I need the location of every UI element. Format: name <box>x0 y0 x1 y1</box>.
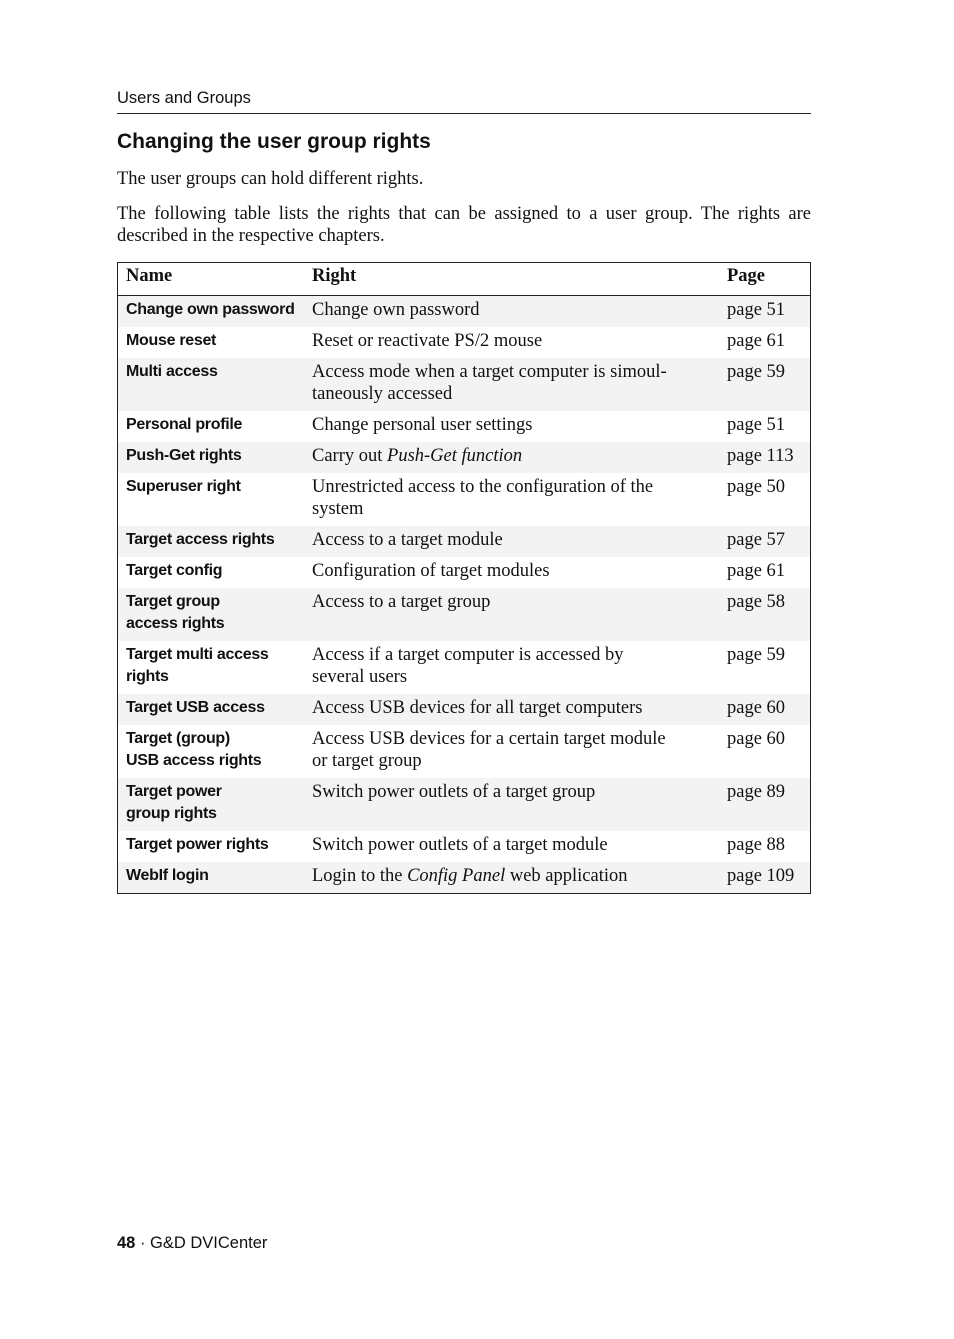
intro-paragraph: The user groups can hold different rights. <box>117 169 424 189</box>
right-description: Access USB devices for a certain target module <box>312 729 666 749</box>
page-reference: page 58 <box>719 588 811 641</box>
right-name-cell <box>118 588 305 641</box>
right-name-cell <box>118 411 305 442</box>
table-row <box>118 358 811 411</box>
right-description: Change personal user settings <box>312 415 533 435</box>
footer-separator: · <box>135 1234 151 1252</box>
right-description: Unrestricted access to the configuration of the <box>312 477 654 497</box>
right-name: Change own password <box>126 301 295 318</box>
section-title: Changing the user group rights <box>117 130 431 153</box>
right-description: Configuration of target modules <box>312 561 550 581</box>
right-name: Personal profile <box>126 416 243 433</box>
rights-table-body <box>118 296 811 894</box>
column-header-right: Right <box>304 263 719 296</box>
right-description: or target group <box>312 751 422 771</box>
right-description-cell <box>304 725 719 778</box>
right-name-cell <box>118 641 305 694</box>
page-reference: page 60 <box>719 694 811 725</box>
right-name: Mouse reset <box>126 332 217 349</box>
page-reference: page 59 <box>719 358 811 411</box>
table-row <box>118 641 811 694</box>
page-reference: page 60 <box>727 729 786 749</box>
page-reference: page 51 <box>719 296 811 328</box>
right-name-cell <box>118 862 305 894</box>
right-name-cell <box>118 725 305 778</box>
right-description: Access to a target group <box>312 592 491 612</box>
right-name: Push-Get rights <box>126 447 242 464</box>
right-description-cell <box>304 442 719 473</box>
right-description-cell <box>304 296 719 328</box>
right-description-cell <box>304 327 719 358</box>
right-name-cell <box>118 327 305 358</box>
table-row <box>118 442 811 473</box>
right-name: Target power rights <box>126 836 269 853</box>
right-description-emphasis: Config Panel <box>407 866 506 886</box>
page-reference: page 51 <box>727 415 786 435</box>
table-row <box>118 588 811 641</box>
page-reference: page 57 <box>719 526 811 557</box>
table-row <box>118 831 811 862</box>
right-description: Switch power outlets of a target group <box>312 782 596 802</box>
right-description-cell <box>304 526 719 557</box>
right-name: USB access rights <box>126 752 262 769</box>
right-description-cell <box>304 694 719 725</box>
right-description-cell <box>304 641 719 694</box>
page-reference: page 89 <box>719 778 811 831</box>
page-reference: page 109 <box>719 862 811 894</box>
right-name-cell <box>118 778 305 831</box>
right-description: Login to the <box>312 866 408 886</box>
table-row <box>118 327 811 358</box>
right-name: Target multi access <box>126 646 269 663</box>
table-row <box>118 778 811 831</box>
table-header-row <box>118 263 811 296</box>
right-name: rights <box>126 668 169 685</box>
right-name-cell <box>118 526 305 557</box>
right-name: Target group <box>126 593 220 610</box>
right-name-cell <box>118 694 305 725</box>
table-row <box>118 296 811 328</box>
table-row <box>118 557 811 588</box>
page-reference: page 88 <box>727 835 786 855</box>
right-name-cell <box>118 442 305 473</box>
right-description: Access mode when a target computer is simoul- <box>312 362 667 382</box>
table-row <box>118 526 811 557</box>
running-header: Users and Groups <box>117 88 811 114</box>
table-row <box>118 473 811 526</box>
right-name: Target (group) <box>126 730 230 747</box>
page-number: 48 <box>117 1234 136 1252</box>
right-description: system <box>312 499 364 519</box>
right-name: Target USB access <box>126 699 265 716</box>
right-description: Switch power outlets of a target module <box>312 835 608 855</box>
column-header-name: Name <box>118 263 305 296</box>
right-description: Change own password <box>312 300 480 320</box>
right-name-cell <box>118 358 305 411</box>
right-description-cell <box>304 588 719 641</box>
rights-table <box>117 262 811 894</box>
column-header-page: Page <box>719 263 811 296</box>
right-name-cell <box>118 557 305 588</box>
table-row <box>118 411 811 442</box>
table-description-paragraph: The following table lists the rights that can be assigned to a user group. The rights are described in the respective chapters. <box>117 204 811 246</box>
table-row <box>118 694 811 725</box>
right-description-emphasis: Push-Get function <box>387 446 523 466</box>
right-name: WebIf login <box>126 867 209 884</box>
right-name: Superuser right <box>126 478 241 495</box>
page-reference: page 61 <box>727 561 786 581</box>
right-description: several users <box>312 667 408 687</box>
right-description: Access if a target computer is accessed by <box>312 645 624 665</box>
right-description: Access USB devices for all target computers <box>312 698 643 718</box>
right-name: Multi access <box>126 363 218 380</box>
right-name: access rights <box>126 615 225 632</box>
right-description-cell <box>304 862 719 894</box>
product-name: G&D DVICenter <box>150 1234 268 1252</box>
right-description-cell <box>304 358 719 411</box>
page-footer <box>117 1234 267 1253</box>
table-row <box>118 725 811 778</box>
right-description-cell <box>304 411 719 442</box>
right-description: Reset or reactivate PS/2 mouse <box>312 331 543 351</box>
right-name: group rights <box>126 805 217 822</box>
right-description-cell <box>304 557 719 588</box>
right-description: Access to a target module <box>312 530 503 550</box>
right-description-cell <box>304 831 719 862</box>
page-reference: page 59 <box>727 645 786 665</box>
right-name-cell <box>118 831 305 862</box>
right-description: taneously accessed <box>312 384 453 404</box>
right-name: Target power <box>126 783 222 800</box>
right-description-cell <box>304 473 719 526</box>
right-name-cell <box>118 473 305 526</box>
right-description: Carry out <box>312 446 388 466</box>
table-row <box>118 862 811 894</box>
right-name: Target access rights <box>126 531 275 548</box>
right-name: Target config <box>126 562 223 579</box>
right-description-cell <box>304 778 719 831</box>
page-reference: page 113 <box>719 442 811 473</box>
page-reference: page 61 <box>727 331 786 351</box>
right-description: web application <box>505 866 628 886</box>
right-name-cell <box>118 296 305 328</box>
page-reference: page 50 <box>727 477 786 497</box>
